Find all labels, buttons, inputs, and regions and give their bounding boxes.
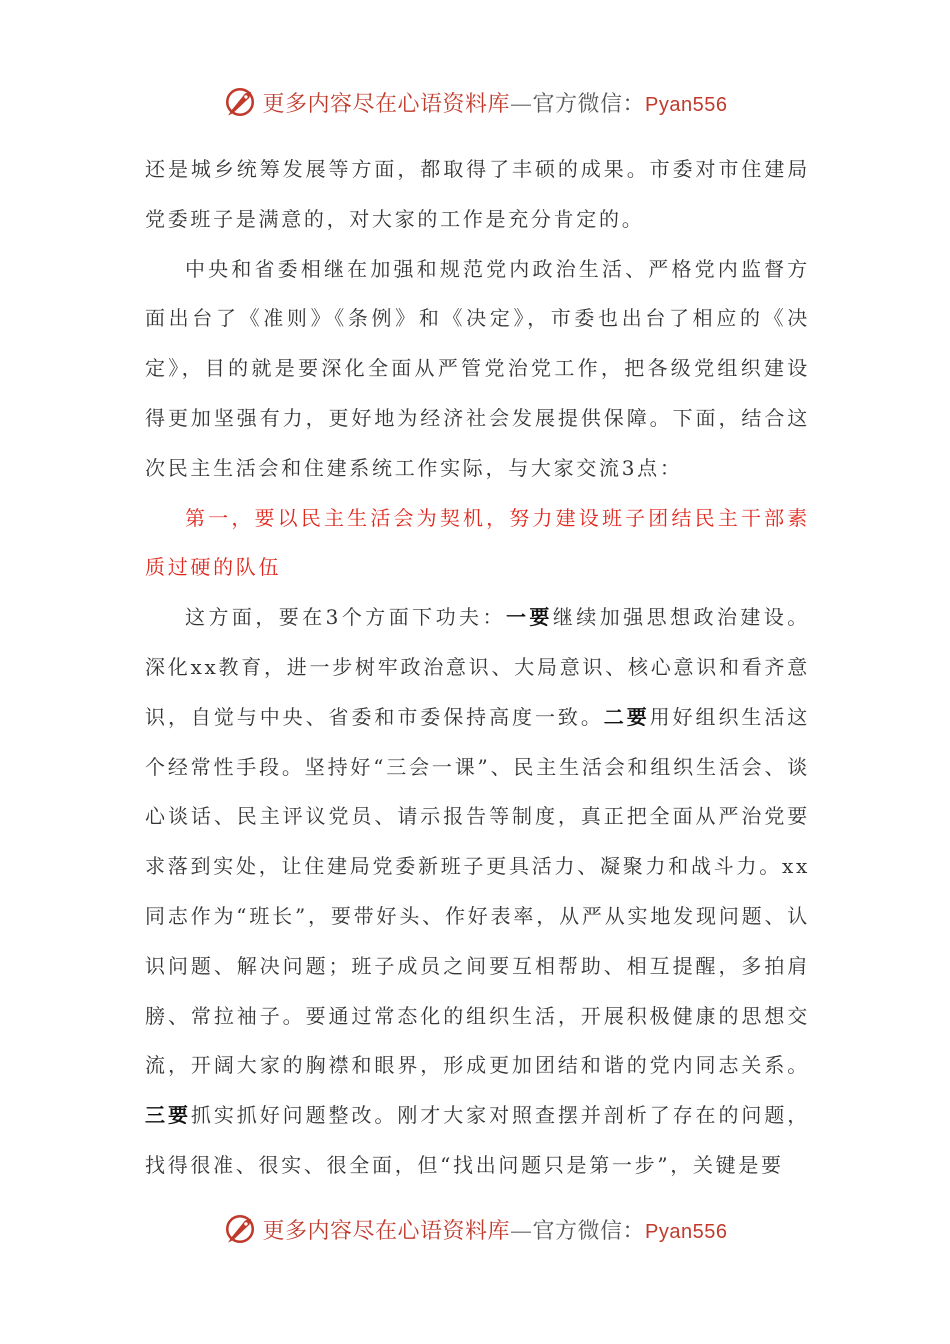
paragraph-3	[145, 593, 810, 1191]
paragraph-3-point-3: 抓实抓好问题整改。刚才大家对照查摆并剖析了存在的问题，找得很准、很实、很全面，但“找出问题只是第一步”，关键是要	[145, 1103, 810, 1177]
keyword-second: 二要	[603, 704, 650, 729]
document-body	[145, 145, 810, 1191]
footer-banner	[0, 1209, 950, 1249]
banner-wechat-id: Pyan556	[645, 1220, 728, 1243]
banner-text	[263, 87, 728, 118]
banner-wechat-id: Pyan556	[645, 93, 728, 116]
banner-official-label: 官方微信：	[532, 91, 646, 117]
banner-brand: 更多内容尽在心语资料库	[262, 91, 511, 117]
banner-official-label: 官方微信：	[532, 1218, 646, 1244]
banner-dash: —	[510, 1218, 533, 1244]
paragraph-2: 中央和省委相继在加强和规范党内政治生活、严格党内监督方面出台了《准则》《条例》和《决定》，市委也出台了相应的《决定》，目的就是要深化全面从严管党治党工作，把各级党组织建设得更加坚强有力，更好地为经济社会发展提供保障。下面，结合这次民主生活会和住建系统工作实际，与大家交流3点：	[145, 256, 810, 480]
paragraph-3-point-2: 用好组织生活这个经常性手段。坚持好“三会一课”、民主生活会和组织生活会、谈心谈话、民主评议党员、请示报告等制度，真正把全面从严治党要求落到实处，让住建局党委新班子更具活力、凝聚力和战斗力。xx同志作为“班长”，要带好头、作好表率，从严从实地发现问题、认识问题、解决问题；班子成员之间要互相帮助、相互提醒，多拍肩膀、常拉袖子。要通过常态化的组织生活，开展积极健康的思想交流，开阔大家的胸襟和眼界，形成更加团结和谐的党内同志关系。	[145, 704, 811, 1078]
pen-nib-logo-icon	[223, 85, 257, 119]
section-heading-1: 第一，要以民主生活会为契机，努力建设班子团结民主干部素质过硬的队伍	[145, 505, 810, 580]
paragraph-3-point-1: 继续加强思想政治建设。深化xx教育，进一步树牢政治意识、大局意识、核心意识和看齐意识，自觉与中央、省委和市委保持高度一致。	[145, 605, 810, 729]
banner-text	[263, 1214, 728, 1245]
paragraph-3-intro: 这方面，要在3个方面下功夫：	[185, 605, 506, 630]
pen-nib-logo-icon	[223, 1212, 257, 1246]
banner-dash: —	[510, 91, 533, 117]
keyword-first: 一要	[505, 605, 553, 630]
header-banner	[0, 82, 950, 122]
paragraph-1: 还是城乡统筹发展等方面，都取得了丰硕的成果。市委对市住建局党委班子是满意的，对大家的工作是充分肯定的。	[145, 157, 810, 231]
keyword-third: 三要	[145, 1103, 191, 1128]
banner-brand: 更多内容尽在心语资料库	[262, 1218, 511, 1244]
